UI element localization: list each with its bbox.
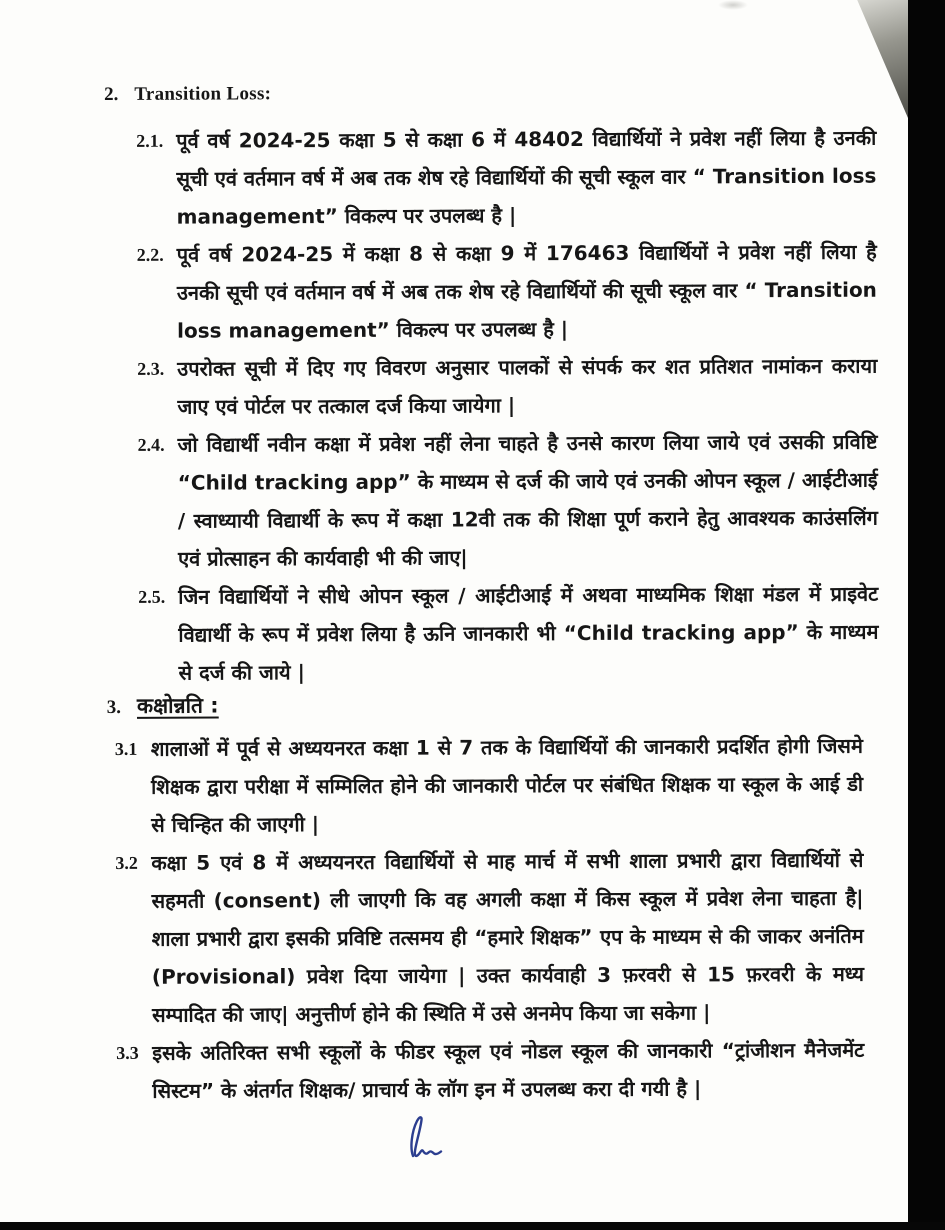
item-number: 3.1 <box>114 738 138 759</box>
scan-smudge <box>718 0 748 10</box>
section-transition-loss <box>104 81 887 692</box>
section-heading <box>107 689 887 730</box>
item-text: पूर्व वर्ष 2024-25 में कक्षा 8 से कक्षा 9 में 176463 विद्यार्थियों ने प्रवेश नहीं लिया है उनकी सूची एवं वर्तमान वर्ष में अब तक शेष रहे विद्यार्थियों की सूची स्कूल वार “ Transition loss management” विकल्प पर उपलब्ध है | <box>176 239 877 343</box>
list-item <box>137 233 885 350</box>
signature-ink-icon <box>398 1110 454 1168</box>
document-body <box>104 81 888 1110</box>
scan-edge-right <box>908 0 945 1230</box>
item-text: शालाओं में पूर्व से अध्ययनरत कक्षा 1 से 7 तक के विद्यार्थियों की जानकारी प्रदर्शित होगी जिसमे शिक्षक द्वारा परीक्षा में सम्मिलित होने की जानकारी पोर्टल पर संबंधित शिक्षक या स्कूल के आई डी से चिन्हित की जाएगी | <box>150 733 864 837</box>
item-text: उपरोक्त सूची में दिए गए विवरण अनुसार पालकों से संपर्क कर शत प्रतिशत नामांकन कराया जाए एवं पोर्टल पर तत्काल दर्ज किया जायेगा | <box>177 353 878 419</box>
section-title: Transition Loss: <box>134 83 272 105</box>
section-title: कक्षोन्नति : <box>136 693 219 718</box>
list-item <box>115 841 888 1034</box>
item-text: जो विद्यार्थी नवीन कक्षा में प्रवेश नहीं लेना चाहते है उनसे कारण लिया जाये एवं उसकी प्रविष्टि “Child tracking app” के माध्यम से दर्ज की जाये एवं उनकी ओपन स्कूल / आईटीआई / स्वाध्यायी विद्यार्थी के रूप में कक्षा 12वी तक की शिक्षा पूर्ण कराने हेतु आवश्यक काउंसलिंग एवं प्रोत्साहन की कार्यवाही भी की जाए| <box>177 429 878 571</box>
list-item <box>138 575 886 692</box>
item-text: इसके अतिरिक्त सभी स्कूलों के फीडर स्कूल एवं नोडल स्कूल की जानकारी “ट्रांजीशन मैनेजमेंट सिस्टम” के अंतर्गत शिक्षक/ प्राचार्य के लॉग इन में उपलब्ध करा दी गयी है | <box>152 1037 865 1103</box>
section-class-promotion <box>107 689 889 1110</box>
item-number: 3.3 <box>116 1042 139 1063</box>
list-item <box>137 423 886 578</box>
item-number: 2.4. <box>137 434 165 455</box>
item-text: जिन विद्यार्थियों ने सीधे ओपन स्कूल / आईटीआई में अथवा माध्यमिक शिक्षा मंडल में प्राइवेट विद्यार्थी के रूप में प्रवेश लिया है ऊनि जानकारी भी “Child tracking app” के माध्यम से दर्ज की जाये | <box>178 581 879 685</box>
list-item <box>116 1031 888 1110</box>
item-text: कक्षा 5 एवं 8 में अध्ययनरत विद्यार्थियों से माह मार्च में सभी शाला प्रभारी द्वारा विद्यार्थियों से सहमती (consent) ली जाएगी कि वह अगली कक्षा में किस स्कूल में प्रवेश लेना चाहता है| शाला प्रभारी द्वारा इसकी प्रविष्टि तत्समय ही “हमारे शिक्षक” एप के माध्यम से की जाकर अनंतिम (Provisional) प्रवेश दिया जायेगा | उक्त कार्यवाही 3 फ़रवरी से 15 फ़रवरी के मध्य सम्पादित की जाए| अनुत्तीर्ण होने की स्थिति में उसे अनमेप किया जा सकेगा | <box>151 847 864 1027</box>
item-number: 3.2 <box>115 852 138 873</box>
item-text: पूर्व वर्ष 2024-25 कक्षा 5 से कक्षा 6 में 48402 विद्यार्थियों ने प्रवेश नहीं लिया है उनकी सूची एवं वर्तमान वर्ष में अब तक शेष रहे विद्यार्थियों की सूची स्कूल वार “ Transition loss management” विकल्प पर उपलब्ध है | <box>176 125 877 229</box>
section-number: 2. <box>104 83 119 105</box>
list-item <box>137 347 885 426</box>
scan-edge-bottom <box>0 1222 945 1230</box>
item-number: 2.3. <box>137 358 165 379</box>
item-number: 2.2. <box>136 244 164 265</box>
section-number: 3. <box>106 696 122 718</box>
list-item <box>115 727 887 844</box>
item-number: 2.1. <box>136 130 164 151</box>
list-item <box>136 119 884 236</box>
item-number: 2.5. <box>138 586 166 607</box>
section-heading <box>104 81 884 122</box>
